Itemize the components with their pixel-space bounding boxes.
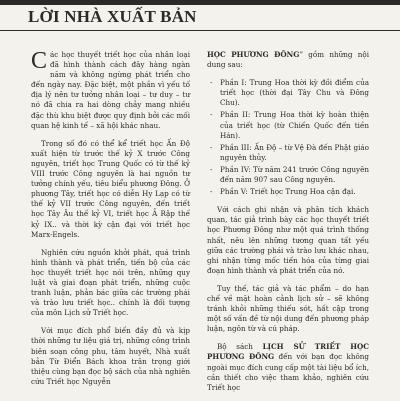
contents-intro-text: ” gồm những nội dung sau: [207, 50, 369, 70]
paragraph-study: Nghiên cứu nguồn khởi phát, quá trình hình thành và phát triển, tiến bộ của các học thuyết triết học nói trên, những quy luật và giai đoạn phát triển, những cuộc tranh luận, phản bác giữa các trường phái và trào lưu triết học.. chính là đối tượng của môn Lịch sử Triết học. [31, 247, 190, 318]
goal-text-a: Bộ sách [217, 342, 263, 352]
paragraph-intro [31, 50, 190, 131]
list-item: - Phần IV: Từ năm 241 trước Công nguyên đến năm 907 sau Công nguyên. [207, 165, 369, 185]
list-item: - Phần I: Trung Hoa thời kỳ đồi điểm của triết học (thời đại Tây Chu và Đông Chu). [207, 78, 369, 108]
paragraph-method: Với cách ghi nhận và phân tích khách quan, tác giả trình bày các học thuyết triết học Phương Đông như một quá trình thống nhất, nêu lên những tương quan tất yếu giữa các trường phái và trào lưu khác nhau, ghi nhận từng mốc tiến hóa của từng giai đoạn hình thành và phát triển của nó. [207, 205, 369, 275]
contents-list [207, 78, 369, 197]
paragraph-intro-text: ác học thuyết triết học của nhân loại đã hình thành cách đây hàng ngàn năm và không ngừng phát triển cho đến ngày nay. Đặc biệt, một phần vì yếu tố địa lý nên tư tưởng nhân loại – tư duy – tư nó đã chia ra hai dòng chảy mang nhiều đặc thù khu biệt được quy định bởi các mối quan hệ kinh tế – xã hội khác nhau. [31, 50, 190, 130]
list-item: - Phần II: Trung Hoa thời kỳ hoàn thiện của triết học (từ Chiến Quốc đến tiền Hán). [207, 110, 369, 140]
list-item: - Phần III: Ấn Độ – từ Vệ Đà đến Phật giáo nguyên thủy. [207, 143, 369, 163]
page-title: LỜI NHÀ XUẤT BẢN [28, 7, 197, 26]
right-column [207, 50, 369, 401]
paragraph-goal [207, 342, 369, 392]
header-rule [0, 30, 400, 31]
drop-cap: C [31, 48, 48, 74]
paragraph-origins: Trong số đó có thể kể triết học Ấn Độ xuất hiện từ trước thế kỷ X trước Công nguyên, triết học Trung Quốc có từ thế kỷ VIII trước Công nguyên là hai nguồn tư tưởng chính yếu, tiêu biểu phương Đông. Ở phương Tây, triết học có diễn Hy Lạp có từ thế kỷ VII trước Công nguyên, đến triết học Tây Âu thế kỷ VI, triết học Ả Rập thế kỷ IX.. và thời kỳ cận đại với triết học Marx-Engels. [31, 138, 190, 239]
header-top-bar [0, 0, 400, 5]
book-title-bold: HỌC PHƯƠNG ĐÔNG [207, 50, 300, 59]
paragraph-limitations: Tuy thế, tác giả và tác phẩm – do hạn chế về mặt hoàn cảnh lịch sử – sẽ không tránh khỏi những thiếu sót, hất cập trong một số vấn đề từ nội dung đến phương pháp luận, ngôn từ và cú pháp. [207, 283, 369, 334]
paragraph-purpose: Với mục đích phổ biến đầy đủ và kịp thời những tư liệu giá trị, những công trình biên soạn công phu, tâm huyết, Nhà xuất bản Từ Điển Bách khoa trân trọng giới thiệu cùng bạn đọc bộ sách của nhà nghiên cứu Triết học Nguyễn [31, 326, 190, 386]
page-header [0, 0, 400, 40]
goal-text-b: đến với bạn đọc không ngoài mục đích cung cấp một tài liệu bổ ích, cần thiết cho việc tham khảo, nghiên cứu Triết học [207, 352, 370, 392]
paragraph-contents-intro [207, 50, 369, 70]
series-title-bold: LỊCH SỬ TRIẾT HỌC PHƯƠNG ĐÔNG [207, 342, 369, 362]
list-item: - Phần V: Triết học Trung Hoa cận đại. [207, 187, 369, 197]
left-column [31, 50, 190, 395]
